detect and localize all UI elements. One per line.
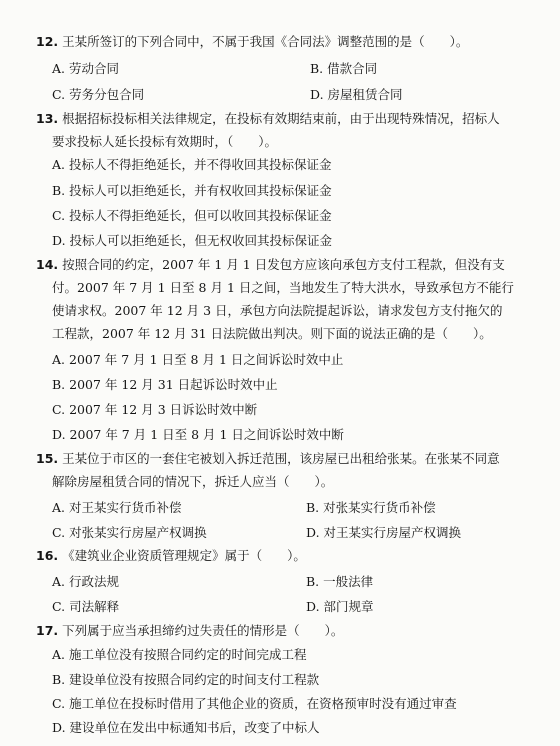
question-stem: 《建筑业企业资质管理规定》属于（ ）。	[62, 548, 306, 563]
option-b: B. 投标人可以拒绝延长，并有权收回其投标保证金	[52, 183, 332, 198]
option-d: D. 投标人可以拒绝延长，但无权收回其投标保证金	[52, 233, 333, 248]
option-b: B. 一般法律	[306, 574, 374, 589]
question-number: 14.	[36, 257, 59, 272]
option-b: B. 借款合同	[310, 61, 378, 76]
question-stem: 下列属于应当承担缔约过失责任的情形是（ ）。	[62, 623, 344, 638]
question-stem: 王某位于市区的一套住宅被划入拆迁范围，该房屋已出租给张某。在张某不同意	[62, 451, 500, 466]
option-a: A. 投标人不得拒绝延长，并不得收回其投标保证金	[52, 157, 332, 172]
question-16-stem-line	[36, 547, 306, 565]
question-stem: 根据招标投标相关法律规定，在投标有效期结束前，由于出现特殊情况，招标人	[62, 111, 500, 126]
option-d: D. 部门规章	[306, 599, 374, 614]
option-b: B. 2007 年 12 月 31 日起诉讼时效中止	[52, 377, 278, 392]
option-c: C. 2007 年 12 月 3 日诉讼时效中断	[52, 402, 258, 417]
option-a: A. 对王某实行货币补偿	[52, 500, 182, 515]
option-b: B. 对张某实行货币补偿	[306, 500, 436, 515]
option-c: C. 司法解释	[52, 599, 120, 614]
option-d: D. 房屋租赁合同	[310, 87, 403, 102]
question-number: 15.	[36, 451, 59, 466]
option-a: A. 劳动合同	[52, 61, 120, 76]
question-number: 17.	[36, 623, 59, 638]
option-a: A. 施工单位没有按照合同约定的时间完成工程	[52, 647, 307, 662]
option-c: C. 对张某实行房屋产权调换	[52, 525, 207, 540]
option-d: D. 建设单位在发出中标通知书后，改变了中标人	[52, 720, 320, 735]
option-a: A. 行政法规	[52, 574, 120, 589]
question-stem-continuation: 解除房屋租赁合同的情况下，拆迁人应当（ ）。	[52, 474, 334, 489]
question-13-stem-line	[36, 110, 500, 128]
question-17-stem-line	[36, 622, 343, 640]
option-c: C. 投标人不得拒绝延长，但可以收回其投标保证金	[52, 208, 332, 223]
question-number: 13.	[36, 111, 59, 126]
question-14-stem-line	[36, 256, 505, 274]
option-c: C. 劳务分包合同	[52, 87, 145, 102]
question-number: 12.	[36, 34, 59, 49]
question-stem-continuation: 要求投标人延长投标有效期时，（ ）。	[52, 134, 278, 149]
option-c: C. 施工单位在投标时借用了其他企业的资质，在资格预审时没有通过审查	[52, 696, 457, 711]
question-stem: 王某所签订的下列合同中，不属于我国《合同法》调整范围的是（ ）。	[62, 34, 469, 49]
question-number: 16.	[36, 548, 59, 563]
question-12-stem-line	[36, 33, 468, 51]
option-d: D. 2007 年 7 月 1 日至 8 月 1 日之间诉讼时效中断	[52, 427, 344, 442]
question-stem-continuation: 付。2007 年 7 月 1 日至 8 月 1 日之间，当地发生了特大洪水，导致承包方不能行	[52, 280, 514, 295]
option-d: D. 对王某实行房屋产权调换	[306, 525, 462, 540]
question-stem-continuation: 工程款，2007 年 12 月 31 日法院做出判决。则下面的说法正确的是（ ）。	[52, 326, 492, 341]
question-stem: 按照合同的约定，2007 年 1 月 1 日发包方应该向承包方支付工程款，但没有支	[62, 257, 505, 272]
question-15-stem-line	[36, 450, 500, 468]
option-b: B. 建设单位没有按照合同约定的时间支付工程款	[52, 672, 320, 687]
question-stem-continuation: 使请求权。2007 年 12 月 3 日，承包方向法院提起诉讼，请求发包方支付拖欠的	[52, 303, 503, 318]
option-a: A. 2007 年 7 月 1 日至 8 月 1 日之间诉讼时效中止	[52, 352, 344, 367]
